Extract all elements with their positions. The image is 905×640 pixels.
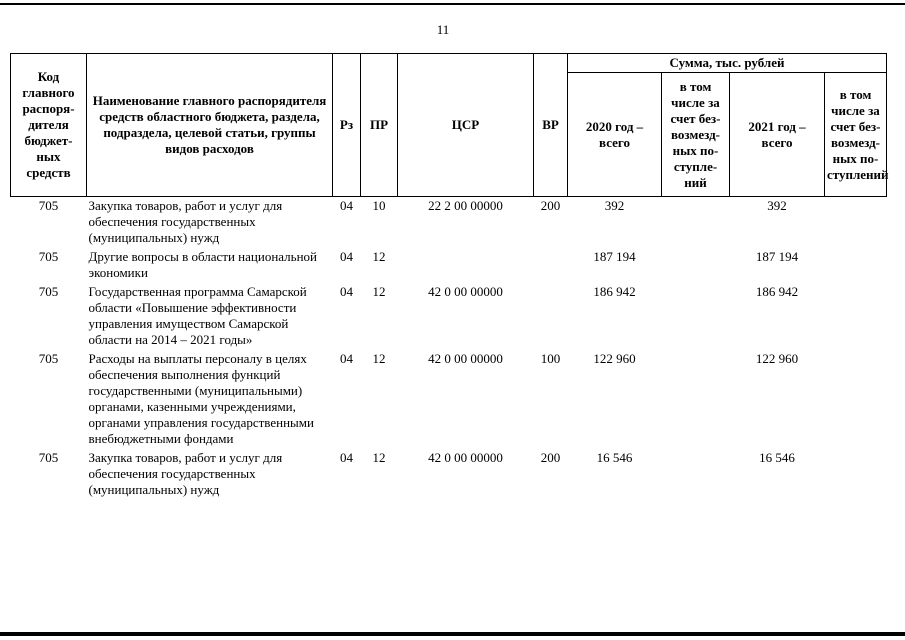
header-pr: ПР — [361, 54, 398, 197]
row-vr: 200 — [540, 450, 561, 465]
row-pr: 12 — [372, 284, 386, 299]
bottom-rule — [0, 632, 905, 636]
row-pr: 12 — [372, 450, 386, 465]
table-row — [11, 283, 887, 350]
header-vr: ВР — [534, 54, 568, 197]
row-name: Закупка товаров, работ и услуг для обеспечения государственных (муниципальных) нужд — [88, 450, 283, 497]
row-2021-free — [825, 197, 887, 249]
row-2021-total: 122 960 — [755, 351, 799, 366]
row-code: 705 — [38, 351, 59, 366]
row-2021-free — [825, 350, 887, 449]
header-2021-total: 2021 год – всего — [730, 73, 825, 197]
row-code: 705 — [38, 198, 59, 213]
table-row — [11, 449, 887, 500]
row-vr — [534, 248, 568, 283]
row-rz: 04 — [340, 450, 353, 465]
row-vr: 200 — [540, 198, 561, 213]
row-csr: 22 2 00 00000 — [428, 198, 503, 213]
row-2020-free — [662, 248, 730, 283]
row-2020-total: 186 942 — [593, 284, 636, 299]
row-2021-free — [825, 449, 887, 500]
row-rz: 04 — [340, 249, 353, 264]
row-csr: 42 0 00 00000 — [428, 450, 503, 465]
row-vr: 100 — [540, 351, 561, 366]
header-name: Наименование главного распорядителя средств областного бюджета, раздела, подраздела, целевой статьи, группы видов расходов — [87, 54, 333, 197]
row-code: 705 — [38, 284, 59, 299]
row-pr: 12 — [372, 249, 386, 264]
header-sum-group: Сумма, тыс. рублей — [568, 54, 887, 73]
row-2020-free — [662, 350, 730, 449]
row-2021-total: 187 194 — [755, 249, 799, 264]
header-code: Код главного распоря- дителя бюджет- ных средств — [11, 54, 87, 197]
row-csr — [398, 248, 534, 283]
table-row — [11, 248, 887, 283]
header-2020-free: в том числе за счет без- возмезд- ных по- ступле- ний — [662, 73, 730, 197]
row-pr: 10 — [372, 198, 386, 213]
row-csr: 42 0 00 00000 — [428, 284, 503, 299]
row-2020-total: 392 — [604, 198, 625, 213]
row-code: 705 — [38, 450, 59, 465]
page-number: 11 — [436, 22, 450, 37]
row-name: Закупка товаров, работ и услуг для обеспечения государственных (муниципальных) нужд — [88, 198, 283, 245]
row-rz: 04 — [340, 198, 353, 213]
header-2021-free: в том числе за счет без- возмезд- ных по- ступлений — [825, 73, 887, 197]
budget-table — [10, 53, 887, 500]
table-row — [11, 197, 887, 249]
row-name: Другие вопросы в области национальной экономики — [88, 249, 317, 280]
row-2020-free — [662, 197, 730, 249]
row-csr: 42 0 00 00000 — [428, 351, 503, 366]
row-2021-free — [825, 248, 887, 283]
row-2020-total: 122 960 — [593, 351, 636, 366]
row-2021-free — [825, 283, 887, 350]
row-2021-total: 16 546 — [759, 450, 795, 465]
header-rz: Рз — [333, 54, 361, 197]
row-2020-free — [662, 283, 730, 350]
row-2020-total: 187 194 — [593, 249, 636, 264]
table-row — [11, 350, 887, 449]
top-rule — [0, 3, 905, 5]
row-2020-total: 16 546 — [596, 450, 633, 465]
header-csr: ЦСР — [398, 54, 534, 197]
row-rz: 04 — [340, 351, 353, 366]
row-2021-total: 392 — [767, 198, 787, 213]
row-2021-total: 186 942 — [755, 284, 799, 299]
row-2020-free — [662, 449, 730, 500]
row-pr: 12 — [372, 351, 386, 366]
header-2020-total: 2020 год – всего — [568, 73, 662, 197]
row-rz: 04 — [340, 284, 353, 299]
row-code: 705 — [38, 249, 59, 264]
row-name: Государственная программа Самарской области «Повышение эффективности управления имуществом Самарской области на 2014 – 2021 годы» — [88, 284, 307, 347]
row-name: Расходы на выплаты персоналу в целях обеспечения выполнения функций государственными (муниципальными) органами, казенными учреждениями, органами управления государственными внебюджетными фондами — [88, 351, 314, 446]
row-vr — [534, 283, 568, 350]
